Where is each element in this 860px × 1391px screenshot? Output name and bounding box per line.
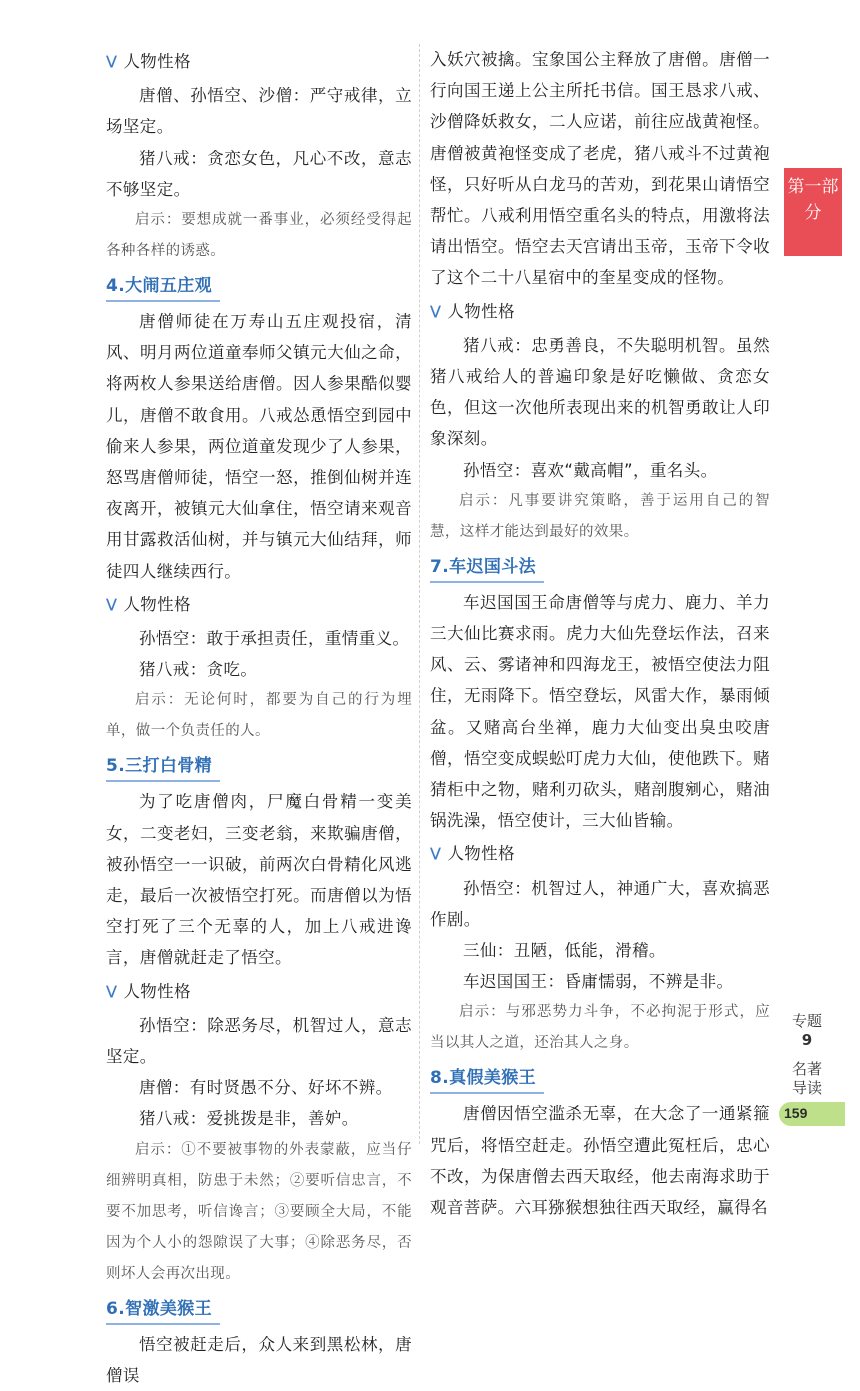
- paragraph: 为了吃唐僧肉，尸魔白骨精一变美女，二变老妇，三变老翁，来欺骗唐僧，被孙悟空一一识破，前两次白骨精化风逃走，最后一次被悟空打死。而唐僧以为悟空打死了三个无辜的人，加上八戒进谗言，唐僧就赶走了悟空。: [106, 792, 412, 968]
- insight-text: 启示：无论何时，都要为自己的行为埋单，做一个负责任的人。: [106, 692, 412, 740]
- topic-number: 9: [801, 1031, 813, 1049]
- paragraph: 入妖穴被擒。宝象国公主释放了唐僧。唐僧一行向国王递上公主所托书信。国王恳求八戒、沙僧降妖救女，二人应诺，前往应战黄袍怪。唐僧被黄袍怪变成了老虎，猪八戒斗不过黄袍怪，只好听从白龙马的苦劝，到花果山请悟空帮忙。八戒利用悟空重名头的特点，用激将法请出悟空。悟空去天宫请出玉帝，玉帝下令收了这个二十八星宿中的奎星变成的怪物。: [430, 50, 770, 288]
- double-chevron-icon: ⋁: [106, 596, 118, 612]
- insight-text: 启示：①不要被事物的外表蒙蔽，应当仔细辨明真相，防患于未然；②要听信忠言，不要不加思考，听信谗言；③要顾全大局，不能因为个人小的怨隙误了大事；④除恶务尽，否则坏人会再次出现。: [106, 1141, 412, 1282]
- section-title-7: 7.车迟国斗法: [430, 553, 544, 583]
- insight-text: 启示：与邪恶势力斗争，不必拘泥于形式，应当以其人之道，还治其人之身。: [430, 1004, 770, 1052]
- paragraph: 孙悟空：敢于承担责任，重情重义。: [139, 629, 410, 649]
- topic-name: 名著导读: [791, 1060, 822, 1097]
- section-title-8: 8.真假美猴王: [430, 1064, 544, 1094]
- label-text: 人物性格: [447, 301, 515, 321]
- character-traits-label: [106, 589, 412, 620]
- paragraph: 猪八戒：贪吃。: [139, 660, 258, 680]
- label-text: 人物性格: [123, 981, 191, 1001]
- character-traits-label: [430, 838, 770, 869]
- insight-text: 启示：凡事要讲究策略，善于运用自己的智慧，这样才能达到最好的效果。: [430, 492, 770, 540]
- double-chevron-icon: ⋁: [106, 983, 118, 999]
- paragraph: 唐僧因悟空滥杀无辜，在大念了一通紧箍咒后，将悟空赶走。孙悟空遭此冤枉后，忠心不改，为保唐僧去西天取经，他去南海求助于观音菩萨。六耳猕猴想独往西天取经，赢得名: [430, 1104, 770, 1218]
- right-column: [430, 44, 770, 1223]
- double-chevron-icon: ⋁: [106, 54, 118, 69]
- topic-side-label: [790, 1012, 824, 1098]
- column-divider: [419, 44, 420, 1144]
- left-column: [106, 44, 412, 1391]
- double-chevron-icon: ⋁: [430, 846, 442, 862]
- paragraph: 孙悟空：除恶务尽，机智过人，意志坚定。: [106, 1015, 412, 1067]
- paragraph: 唐僧师徒在万寿山五庄观投宿，清风、明月两位道童奉师父镇元大仙之命，将两枚人参果送给唐僧。因人参果酷似婴儿，唐僧不敢食用。八戒怂恿悟空到园中偷来人参果，两位道童发现少了人参果，怒骂唐僧师徒，悟空一怒，推倒仙树并连夜离开，被镇元大仙拿住，悟空请来观音用甘露救活仙树，并与镇元大仙结拜，师徒四人继续西行。: [106, 312, 412, 581]
- topic-label: 专题: [791, 1012, 822, 1030]
- character-traits-label: [106, 46, 412, 77]
- paragraph: 唐僧、孙悟空、沙僧：严守戒律，立场坚定。: [106, 86, 412, 137]
- paragraph: 三仙：丑陋，低能，滑稽。: [463, 941, 666, 961]
- paragraph: 孙悟空：喜欢“戴高帽”，重名头。: [463, 460, 718, 480]
- section-title-6: 6.智激美猴王: [106, 1295, 220, 1325]
- label-text: 人物性格: [447, 844, 515, 864]
- section-title-5: 5.三打白骨精: [106, 752, 220, 782]
- section-title-4: 4.大闹五庄观: [106, 272, 220, 302]
- paragraph: 车迟国国王：昏庸懦弱，不辨是非。: [463, 972, 734, 992]
- label-text: 人物性格: [123, 52, 191, 71]
- insight-text: 启示：要想成就一番事业，必须经受得起各种各样的诱惑。: [106, 212, 412, 260]
- paragraph: 猪八戒：爱挑拨是非，善妒。: [139, 1109, 359, 1129]
- paragraph: 猪八戒：忠勇善良，不失聪明机智。虽然猪八戒给人的普遍印象是好吃懒做、贪恋女色，但这一次他所表现出来的机智勇敢让人印象深刻。: [430, 335, 770, 449]
- page-number: 159: [784, 1105, 808, 1121]
- double-chevron-icon: ⋁: [430, 303, 442, 319]
- character-traits-label: [430, 296, 770, 327]
- paragraph: 猪八戒：贪恋女色，凡心不改，意志不够坚定。: [106, 148, 412, 199]
- paragraph: 悟空被赶走后，众人来到黑松林，唐僧误: [106, 1334, 412, 1385]
- paragraph: 唐僧：有时贤愚不分、好坏不辨。: [139, 1078, 393, 1098]
- character-traits-label: [106, 976, 412, 1007]
- label-text: 人物性格: [123, 594, 191, 614]
- part-tab: 第一部分: [784, 168, 842, 256]
- paragraph: 车迟国国王命唐僧等与虎力、鹿力、羊力三大仙比赛求雨。虎力大仙先登坛作法，召来风、云、雾诸神和四海龙王，被悟空使法力阻住，无雨降下。悟空登坛，风雷大作，暴雨倾盆。又赌高台坐禅，鹿力大仙变出臭虫咬唐僧，悟空变成蜈蚣叮虎力大仙，使他跌下。赌猜柜中之物，赌利刃砍头，赌剖腹剜心，赌油锅洗澡，悟空使计，三大仙皆输。: [430, 592, 770, 831]
- paragraph: 孙悟空：机智过人，神通广大，喜欢搞恶作剧。: [430, 878, 770, 929]
